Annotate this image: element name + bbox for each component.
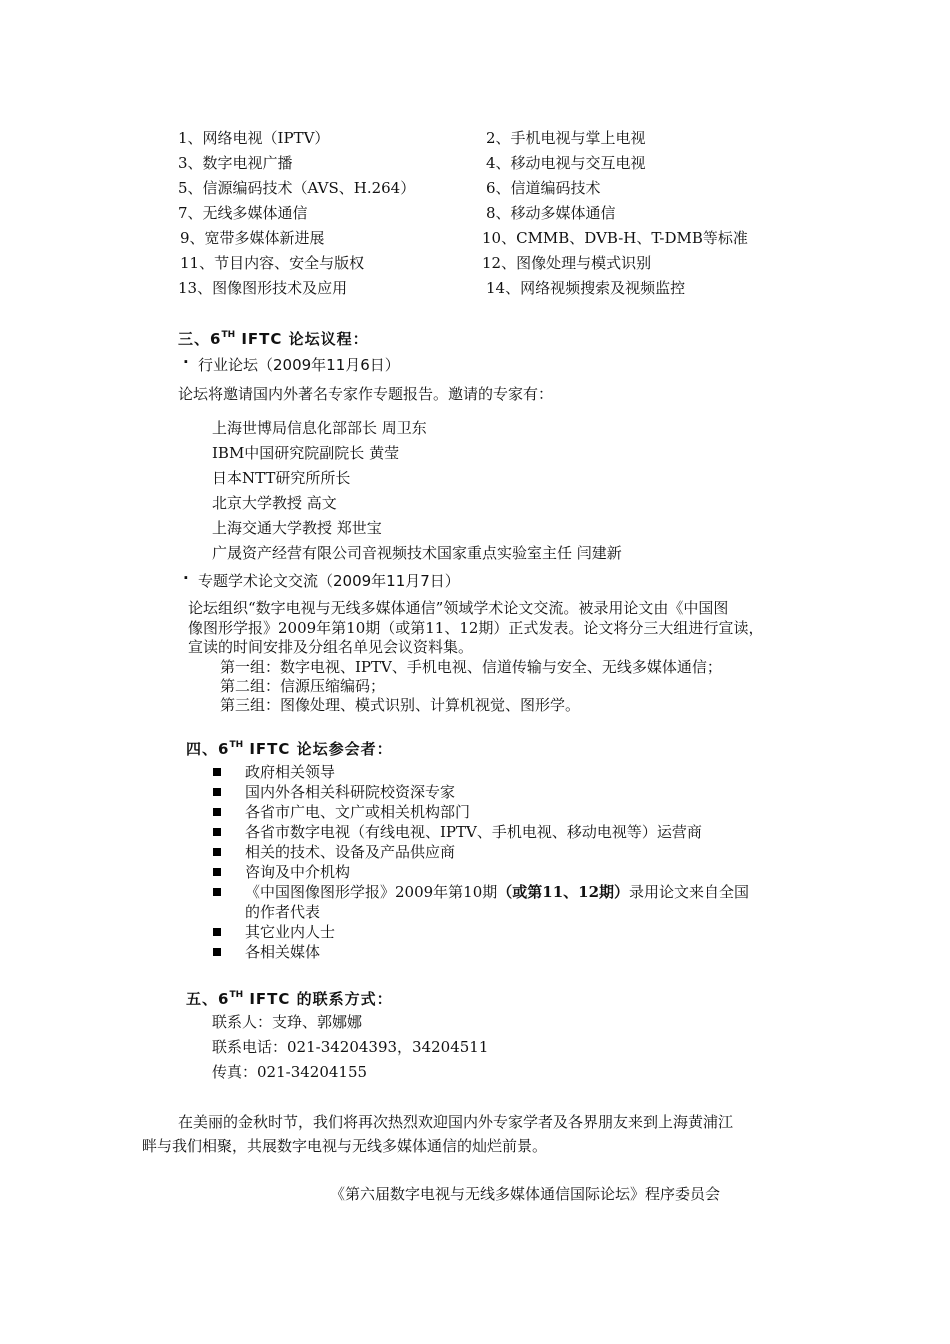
topic-item: 3、数字电视广播 (178, 154, 293, 172)
expert-item: 日本NTT研究所所长 (212, 469, 351, 487)
topic-item: 10、CMMB、DVB-H、T-DMB等标准 (482, 229, 748, 247)
attendee-item: 国内外各相关科研院校资深专家 (245, 783, 456, 801)
industry-intro: 论坛将邀请国内外著名专家作专题报告。邀请的专家有： (178, 385, 554, 403)
academic-forum-label: 专题学术论文交流（2009年11月7日） (198, 572, 460, 590)
square-bullet-icon (213, 828, 221, 836)
paragraph-line: 像图形学报》2009年第10期（或第11、12期）正式发表。论文将分三大组进行宣读， (188, 619, 764, 637)
square-bullet-icon (213, 928, 221, 936)
bullet-dot: · (183, 569, 189, 587)
section5-prefix: 五、6 (186, 990, 230, 1008)
group-item: 第一组：数字电视、IPTV、手机电视、信道传输与安全、无线多媒体通信； (220, 658, 722, 676)
section3-prefix: 三、6 (178, 330, 222, 348)
signature: 《第六届数字电视与无线多媒体通信国际论坛》程序委员会 (330, 1185, 721, 1203)
topic-item: 6、信道编码技术 (486, 179, 601, 197)
paragraph-line: 论坛组织“数字电视与无线多媒体通信”领域学术论文交流。被录用论文由《中国图 (188, 599, 729, 617)
section4-heading (186, 734, 393, 760)
journal-text-c: 录用论文来自全国 (629, 883, 750, 901)
contact-fax: 传真：021-34204155 (212, 1063, 368, 1081)
attendee-item: 政府相关领导 (245, 763, 336, 781)
journal-text-b: （或第11、12期） (497, 883, 630, 901)
attendee-item: 其它业内人士 (245, 923, 336, 941)
square-bullet-icon (213, 808, 221, 816)
square-bullet-icon (213, 848, 221, 856)
attendee-item: 各省市广电、文广或相关机构部门 (245, 803, 471, 821)
square-bullet-icon (213, 868, 221, 876)
group-item: 第二组：信源压缩编码； (220, 677, 386, 695)
section5-title: IFTC 的联系方式： (243, 990, 393, 1008)
contact-person: 联系人：支琤、郭娜娜 (212, 1013, 363, 1031)
closing-line: 畔与我们相聚，共展数字电视与无线多媒体通信的灿烂前景。 (142, 1137, 548, 1155)
topic-item: 8、移动多媒体通信 (486, 204, 616, 222)
attendee-item: 咨询及中介机构 (245, 863, 351, 881)
section4-prefix: 四、6 (186, 740, 230, 758)
closing-line: 在美丽的金秋时节，我们将再次热烈欢迎国内外专家学者及各界朋友来到上海黄浦江 (178, 1113, 734, 1131)
square-bullet-icon (213, 888, 221, 896)
square-bullet-icon (213, 768, 221, 776)
section3-title: IFTC 论坛议程： (235, 330, 369, 348)
topic-item: 7、无线多媒体通信 (178, 204, 308, 222)
section3-sup: TH (221, 330, 236, 340)
group-item: 第三组：图像处理、模式识别、计算机视觉、图形学。 (220, 696, 581, 714)
topic-item: 4、移动电视与交互电视 (486, 154, 646, 172)
topic-item: 5、信源编码技术（AVS、H.264） (178, 179, 416, 197)
topic-item: 1、网络电视（IPTV） (178, 129, 330, 147)
topic-item: 13、图像图形技术及应用 (178, 279, 348, 297)
section5-heading (186, 984, 393, 1010)
expert-item: 广晟资产经营有限公司音视频技术国家重点实验室主任 闫建新 (212, 544, 622, 562)
contact-phone: 联系电话：021-34204393，34204511 (212, 1038, 489, 1056)
section5-sup: TH (229, 990, 244, 1000)
expert-item: 上海世博局信息化部部长 周卫东 (212, 419, 427, 437)
attendee-item: 各相关媒体 (245, 943, 321, 961)
topic-item: 11、节目内容、安全与版权 (180, 254, 365, 272)
section4-title: IFTC 论坛参会者： (243, 740, 393, 758)
industry-forum-label: 行业论坛（2009年11月6日） (198, 356, 400, 374)
expert-item: IBM中国研究院副院长 黄莹 (212, 444, 400, 462)
square-bullet-icon (213, 948, 221, 956)
topic-item: 2、手机电视与掌上电视 (486, 129, 646, 147)
paragraph-line: 宣读的时间安排及分组名单见会议资料集。 (188, 638, 474, 656)
section4-sup: TH (229, 740, 244, 750)
expert-item: 北京大学教授 高文 (212, 494, 337, 512)
topic-item: 12、图像处理与模式识别 (482, 254, 652, 272)
square-bullet-icon (213, 788, 221, 796)
bullet-dot: · (183, 353, 189, 371)
attendee-item-journal (245, 882, 749, 902)
journal-text-a: 《中国图像图形学报》2009年第10期 (245, 883, 498, 901)
attendee-item: 各省市数字电视（有线电视、IPTV、手机电视、移动电视等）运营商 (245, 823, 702, 841)
expert-item: 上海交通大学教授 郑世宝 (212, 519, 382, 537)
attendee-item: 相关的技术、设备及产品供应商 (245, 843, 456, 861)
topic-item: 9、宽带多媒体新进展 (180, 229, 325, 247)
topic-item: 14、网络视频搜索及视频监控 (486, 279, 686, 297)
attendee-item-continuation: 的作者代表 (245, 903, 321, 921)
section3-heading (178, 324, 369, 350)
